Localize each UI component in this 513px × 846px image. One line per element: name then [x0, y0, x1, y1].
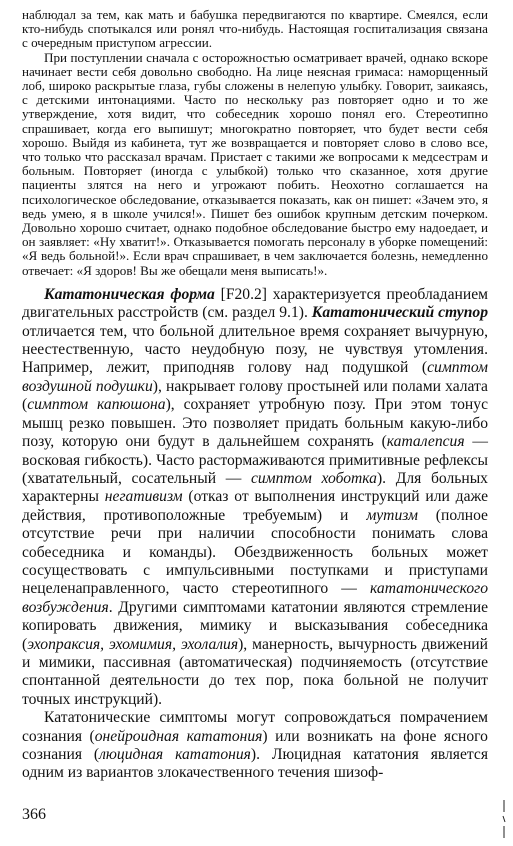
text-run: ), сохраняет утробную позу. При этом тонус мышц резко повышен. Это позволяет придать больным какую-либо позу, которую они будут в дальнейшем сохранять ( [22, 396, 488, 451]
text-run: Кататонические симптомы могут сопровождаться помрачением сознания ( [22, 709, 488, 745]
text-run: ). Люцидная кататония является одним из вариантов злокачественного течения шизоф- [22, 746, 488, 782]
term-catatonic-excitement: кататонического возбуждения [22, 580, 488, 616]
term-mutism: мутизм [366, 506, 418, 524]
text-run: ), накрывает голову простыней или полами халата ( [22, 377, 488, 414]
scan-edge-mark [501, 800, 507, 840]
text-run: ), манерность, вычурность движений и мимики, пассивная (автоматическая) подчиняемость (отсутствие спонтанной деятельности до тех пор, пока больной не получит точных инструкций). [22, 635, 488, 708]
term-catalepsy: каталепсия [386, 433, 465, 451]
catatonic-form-paragraph [22, 286, 488, 709]
text-run: — восковая гибкость). Часто растормаживаются примитивные рефлексы (хватательный, сосательный — [22, 433, 488, 487]
term-hood-symptom: симптом капюшона [27, 396, 166, 414]
term-lucid-catatonia: люцидная кататония [99, 746, 251, 764]
text-run: отличается тем, что больной длительное время сохраняет вычурную, неестественную, часто неудобную позу, не чувствуя утомления. Например, лежит, приподняв голову над подушкой ( [22, 322, 488, 377]
term-air-pillow-symptom: симптом воздушной подушки [22, 359, 488, 395]
text-run: ) или возникать на фоне ясного сознания ( [22, 727, 488, 764]
term-negativism: негативизм [104, 488, 183, 506]
case-paragraph-admission: При поступлении сначала с осторожностью осматривает врачей, однако вскоре начинает вести себя довольно свободно. На лице неясная гримаса: наморщенный лоб, широко раскрытые глаза, губы сложены в нелепую улыбку. Говорит, заикаясь, с детскими интонациями. Часто по нескольку раз повторяет одно и то же утверждение, хотя видит, что собеседник хорошо понял его. Стереотипно спрашивает, когда его выпишут; многократно повторяет, что будет вести себя хорошо. Выйдя из кабинета, тут же возвращается и повторяет слово в слово все, что только что рассказал врачам. Пристает с такими же вопросами к медсестрам и больным. Повторяет (иногда с улыбкой) только что сказанное, хотя другие пациенты злятся на него и угрожают побить. Неохотно соглашается на психологическое обследование, отказывается показать, как он пишет: «Зачем это, я ведь умею, я в школе учился!». Пишет без ошибок крупным детским почерком. Довольно хорошо считает, однако подобное обследование быстро ему надоедает, и он заявляет: «Ну хватит!». Отказывается помогать персоналу в уборке помещений: «Я ведь больной!». Если врач спрашивает, в чем заключается болезнь, немедленно отвечает: «Я здоров! Вы же обещали меня выписать!». [22, 49, 488, 278]
catatonic-symptoms-paragraph [22, 709, 488, 783]
text-run: (отказ от выполнения инструкций или даже действия, противоположные требуемым) и [22, 488, 489, 524]
term-oneiroid-catatonia: онейроидная кататония [94, 727, 263, 745]
text-run: . Другими симптомами кататонии являются стремление копировать движения, мимику и высказывания собеседника ( [22, 598, 488, 653]
term-proboscis-symptom: симптом хоботка [250, 469, 377, 487]
text-run: ). Для больных характерны [22, 469, 488, 506]
text-run: (полное отсутствие речи при наличии способности понимать слова собеседника и команды). Обездвиженность больных может сосуществовать с импульсивными поступками и приступами нецеленаправленного, часто стереотипного — [22, 506, 488, 598]
term-echo-phenomena: эхопраксия, эхомимия, эхолалия [27, 635, 239, 653]
page-number: 366 [22, 806, 46, 823]
term-catatonic-stupor: Кататонический ступор [311, 304, 488, 322]
case-paragraph-continued: наблюдал за тем, как мать и бабушка передвигаются по квартире. Смеялся, если кто-нибудь спотыкался или ронял что-нибудь. Настоящая госпитализация связана с очередным приступом агрессии. [22, 7, 488, 51]
text-run: [F20.2] характеризуется преобладанием двигательных расстройств (см. раздел 9.1). [22, 285, 488, 322]
term-catatonic-form: Кататоническая форма [44, 285, 215, 303]
document-page [22, 8, 488, 783]
